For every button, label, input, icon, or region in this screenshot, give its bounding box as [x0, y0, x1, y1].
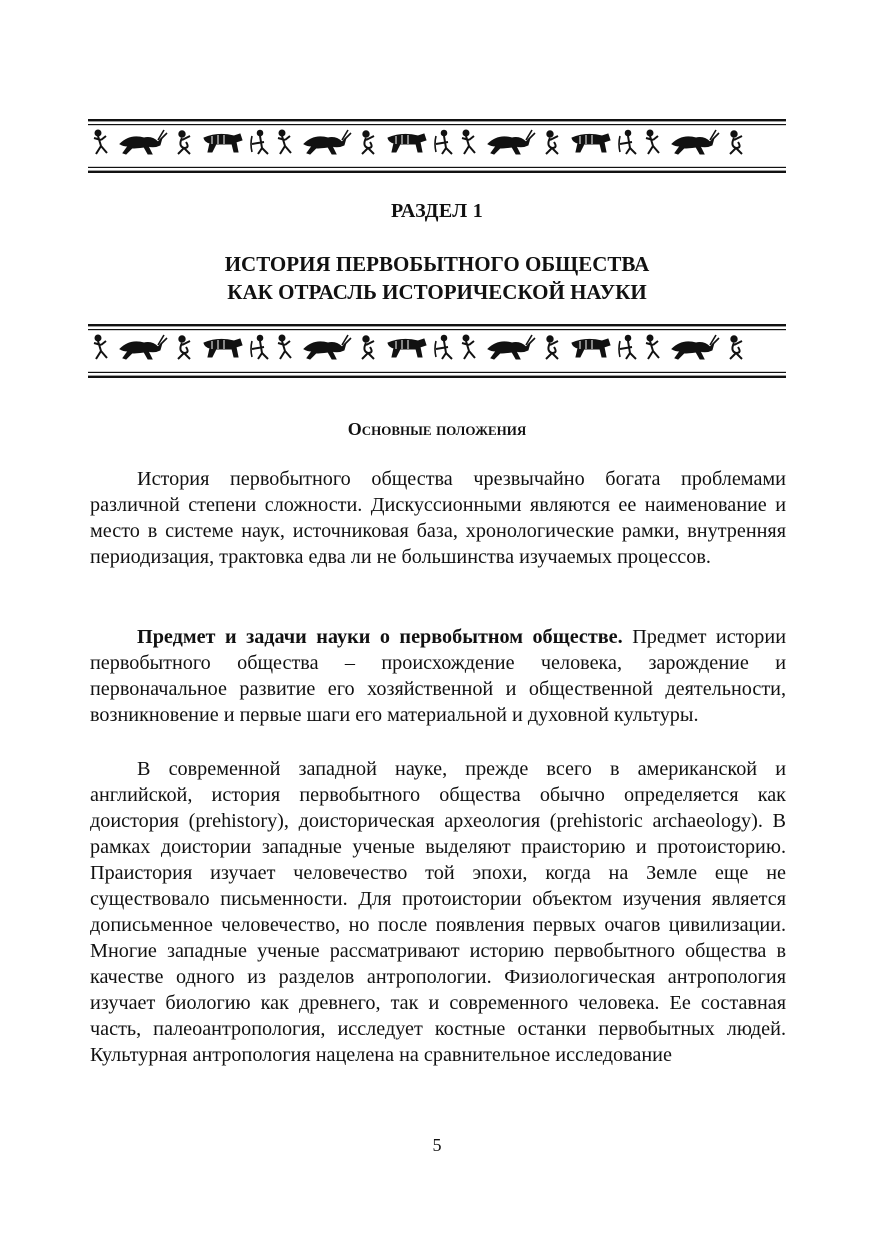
- section-title-line-2: КАК ОТРАСЛЬ ИСТОРИЧЕСКОЙ НАУКИ: [227, 280, 647, 304]
- rock-art-figure-icon: [546, 336, 558, 359]
- rock-art-figure-icon: [94, 335, 107, 359]
- page-number: 5: [432, 1135, 442, 1155]
- paragraph-text: В современной западной науке, прежде всего в американской и английской, история первобытного общества обычно определяется как доистория (prehistory), доисторическая археология (prehistoric archaeology). В рамках доистории западные ученые выделяют праисторию и протоисторию. Праистория изучает человечество той эпохи, когда на Земле еще не существовало письменности. Для протоистории объектом изучения является дописьменное человечество, но после появления первых очагов цивилизации. Многие западные ученые рассматривают историю первобытного общества в качестве одного из разделов антропологии. Физиологическая антропология изучает биологию как древнего, так и современного человека. Ее составная часть, палеоантропология, исследует костные останки первобытных людей. Культурная антропология нацелена на сравнительное исследование: [90, 758, 786, 1066]
- rock-art-figure-icon: [619, 130, 636, 154]
- rock-art-figure-icon: [435, 335, 452, 359]
- rock-art-figure-icon: [120, 335, 167, 359]
- rock-art-figure-icon: [435, 130, 452, 154]
- rock-art-figure-icon: [278, 335, 291, 359]
- rock-art-figure-icon: [178, 336, 190, 359]
- rock-art-figure-icon: [304, 130, 351, 154]
- rock-art-figure-icon: [388, 134, 426, 152]
- rock-art-figure-icon: [178, 131, 190, 154]
- rock-art-figure-icon: [94, 130, 107, 154]
- paragraph-intro: [90, 466, 786, 570]
- rock-art-figure-icon: [120, 130, 167, 154]
- ornament-frieze-bottom: [88, 323, 786, 379]
- rock-art-figure-icon: [572, 339, 610, 357]
- rock-art-figure-icon: [204, 339, 242, 357]
- rock-art-figure-icon: [362, 336, 374, 359]
- section-label: РАЗДЕЛ 1: [390, 200, 484, 222]
- rock-art-figure-icon: [462, 335, 475, 359]
- rock-art-figure-icon: [546, 131, 558, 154]
- rock-art-figure-icon: [488, 130, 535, 154]
- rock-art-figure-icon: [672, 130, 719, 154]
- rock-art-figure-icon: [251, 335, 268, 359]
- rock-art-figure-icon: [388, 339, 426, 357]
- ornament-frieze-top: [88, 118, 786, 174]
- rock-art-figure-icon: [672, 335, 719, 359]
- rock-art-frieze-icon: [88, 118, 786, 174]
- paragraph-western-science: [90, 756, 786, 1068]
- paragraph-lead-rest: Предмет истории первобытного общества – происхождение человека, зарождение и первоначальное развитие его хозяйственной и общественной деятельности, возникновение и первые шаги его материальной и духовной культуры.: [90, 626, 787, 726]
- rock-art-figure-icon: [619, 335, 636, 359]
- rock-art-figure-icon: [362, 131, 374, 154]
- rock-art-figure-icon: [730, 336, 742, 359]
- rock-art-figure-icon: [488, 335, 535, 359]
- paragraph-text: История первобытного общества чрезвычайно богата проблемами различной степени сложности. Дискуссионными являются ее наименование и место в системе наук, источниковая база, хронологические рамки, внутренняя периодизация, трактовка едва ли не большинства изучаемых процессов.: [90, 468, 786, 568]
- paragraph-lead-bold: Предмет и задачи науки о первобытном обществе.: [137, 626, 623, 648]
- rock-art-figure-icon: [204, 134, 242, 152]
- subheading-main-points: Основные положения: [347, 419, 527, 439]
- paragraph-text: [90, 624, 786, 728]
- rock-art-figure-icon: [646, 130, 659, 154]
- section-title: [88, 250, 786, 306]
- paragraph-subject: [90, 624, 786, 728]
- rock-art-figure-icon: [462, 130, 475, 154]
- rock-art-figure-icon: [278, 130, 291, 154]
- rock-art-figure-icon: [572, 134, 610, 152]
- rock-art-figure-icon: [646, 335, 659, 359]
- rock-art-frieze-icon: [88, 323, 786, 379]
- rock-art-figure-icon: [304, 335, 351, 359]
- rock-art-figure-icon: [730, 131, 742, 154]
- rock-art-figure-icon: [251, 130, 268, 154]
- section-title-line-1: ИСТОРИЯ ПЕРВОБЫТНОГО ОБЩЕСТВА: [224, 252, 650, 276]
